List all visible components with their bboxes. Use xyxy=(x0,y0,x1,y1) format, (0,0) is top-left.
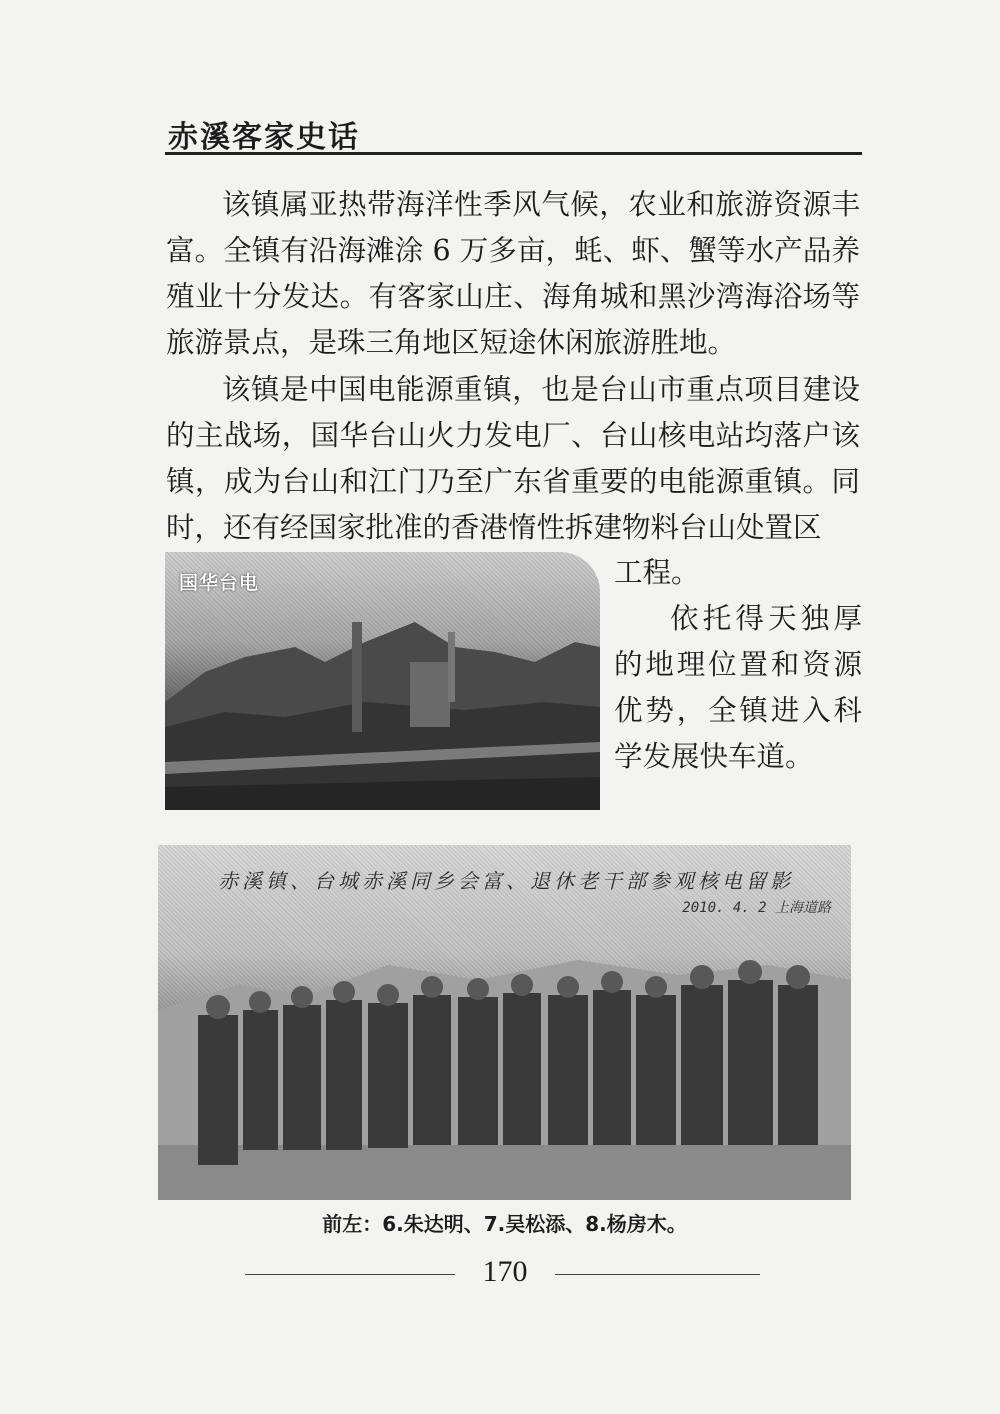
page-number: 170 xyxy=(482,1255,528,1288)
photo-caption: 前左：6.朱达明、7.吴松添、8.杨房木。 xyxy=(322,1212,687,1236)
group-photo-date: 2010. 4. 2 上海道路 xyxy=(682,900,831,916)
power-plant-photo xyxy=(165,552,600,810)
paragraph-energy-end: 工程。 xyxy=(614,556,700,589)
group-photo xyxy=(158,845,851,1200)
power-plant-caption: 国华台电 xyxy=(179,572,260,594)
paragraph-energy: 该镇是中国电能源重镇，也是台山市重点项目建设的主战场，国华台山火力发电厂、台山核电站均落户该镇，成为台山和江门乃至广东省重要的电能源重镇。同时，还有经国家批准的香港惰性拆建物料台山处置区 xyxy=(166,373,860,544)
group-photo-caption: 赤溪镇、台城赤溪同乡会富、退休老干部参观核电留影 xyxy=(218,869,794,893)
paragraph-climate: 该镇属亚热带海洋性季风气候，农业和旅游资源丰富。全镇有沿海滩涂 6 万多亩，蚝、虾、蟹等水产品养殖业十分发达。有客家山庄、海角城和黑沙湾海浴场等旅游景点，是珠三角地区短途休闲旅游胜地。 xyxy=(166,188,860,359)
footer-rule-left xyxy=(245,1274,455,1275)
running-header: 赤溪客家史话 xyxy=(168,120,360,155)
header-rule xyxy=(165,152,862,155)
footer-rule-right xyxy=(555,1274,760,1275)
paragraph-development: 依托得天独厚的地理位置和资源优势，全镇进入科学发展快车道。 xyxy=(614,602,862,773)
